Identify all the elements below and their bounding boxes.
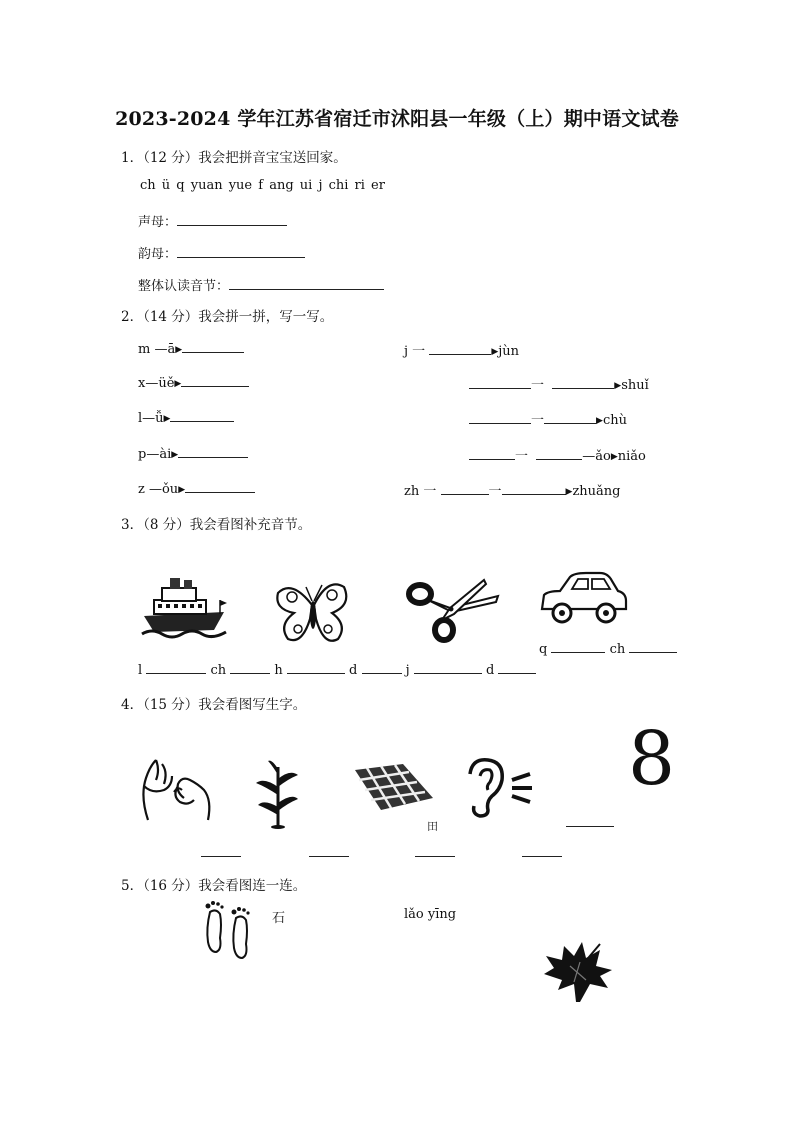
q2-right-answer: zhuǎng: [572, 484, 621, 499]
q2-right-answer: chù: [602, 413, 627, 428]
q2-left-text-2: x—üě: [138, 376, 175, 391]
q3-label: h: [274, 663, 283, 678]
q3-car-label: q: [539, 642, 548, 657]
arrow-icon: ▶: [178, 485, 186, 495]
q3-label: d: [485, 663, 495, 678]
q2-right-text: 一: [531, 378, 545, 393]
q5-heading: 5．（16 分）我会看图连一连。: [121, 878, 307, 894]
q2-right-row-4: [469, 445, 646, 464]
q4-blank-4[interactable]: [522, 842, 562, 861]
q2-left-text-4: p—ài: [138, 447, 172, 462]
q2-left-text-1: m —ā: [138, 342, 176, 357]
q3-label: l: [138, 663, 143, 678]
number-eight: 8: [628, 716, 676, 802]
q4-blank-5[interactable]: [566, 812, 614, 831]
q2-left-row-5: [138, 480, 255, 497]
q2-right-blank[interactable]: [502, 482, 566, 495]
q2-right-answer: shuǐ: [621, 378, 649, 393]
q2-left-row-1: [138, 340, 244, 357]
arrow-icon: ▶: [596, 416, 603, 426]
q2-left-blank-4[interactable]: [178, 445, 248, 458]
q2-right-row-1: [404, 340, 519, 359]
q2-right-blank[interactable]: [429, 342, 491, 355]
q2-right-blank[interactable]: [536, 447, 582, 460]
q2-left-text-5: z —ǒu: [138, 482, 179, 497]
leaf-icon: [540, 940, 616, 1004]
ear-icon: [460, 756, 538, 818]
q3-answer-row: [138, 661, 536, 678]
arrow-icon: ▶: [174, 379, 182, 389]
q1-zhengti-blank[interactable]: [229, 277, 384, 290]
q2-left-text-3: l—ǚ: [138, 411, 164, 426]
q1-shengmu-blank[interactable]: [177, 213, 287, 226]
ship-icon: [140, 574, 228, 642]
q3-label: ch: [210, 663, 227, 678]
q4-blank-3[interactable]: [415, 842, 455, 861]
q2-right-row-2: [469, 374, 649, 393]
q2-right-text: zh 一: [404, 484, 437, 499]
q1-yunmu-label: 韵母：: [138, 247, 178, 262]
q3-blank[interactable]: [362, 661, 402, 674]
q3-heading: 3．（8 分）我会看图补充音节。: [121, 517, 312, 533]
q3-label: j: [405, 663, 410, 678]
q2-right-text: 一: [515, 449, 529, 464]
q5-pinyin: lǎo yīng: [404, 907, 457, 922]
q2-right-blank[interactable]: [441, 482, 489, 495]
q2-heading: 2．（14 分）我会拼一拼，写一写。: [121, 309, 334, 325]
q3-label: d: [349, 663, 358, 678]
q2-right-text: j 一: [404, 344, 426, 359]
q2-right-answer: jùn: [498, 344, 520, 359]
q2-left-blank-2[interactable]: [181, 374, 249, 387]
arrow-icon: ▶: [171, 450, 179, 460]
q1-yunmu-blank[interactable]: [177, 245, 305, 258]
q5-char: 石: [272, 911, 286, 926]
arrow-icon: ▶: [163, 414, 171, 424]
q2-left-blank-5[interactable]: [185, 480, 255, 493]
q1-heading: 1．（12 分）我会把拼音宝宝送回家。: [121, 150, 347, 166]
hands-icon: [138, 756, 214, 822]
q2-right-blank[interactable]: [469, 447, 515, 460]
q3-blank[interactable]: [551, 640, 605, 653]
q3-blank[interactable]: [146, 661, 206, 674]
field-char: 田: [427, 820, 438, 833]
plant-icon: [252, 757, 302, 829]
q3-car-row: [539, 640, 677, 657]
q1-shengmu-row: [138, 211, 287, 230]
q2-right-row-3: [469, 409, 627, 428]
q1-zhengti-row: [138, 275, 384, 294]
q2-right-blank[interactable]: [552, 376, 614, 389]
arrow-icon: ▶: [491, 347, 499, 357]
q2-left-row-3: [138, 409, 234, 426]
q2-right-row-5: [404, 480, 620, 499]
arrow-icon: ▶: [565, 487, 573, 497]
q2-right-text: —ǎo: [582, 449, 611, 464]
q2-right-blank[interactable]: [544, 411, 596, 424]
arrow-icon: ▶: [175, 345, 183, 355]
scissors-icon: [406, 576, 500, 644]
q2-right-blank[interactable]: [469, 376, 531, 389]
q1-pinyin-list: ch ü q yuan yue f ang ui j chi ri er: [140, 178, 385, 193]
q4-heading: 4．（15 分）我会看图写生字。: [121, 697, 307, 713]
car-icon: [538, 571, 630, 627]
q2-right-text: 一: [531, 413, 545, 428]
q4-blank-2[interactable]: [309, 842, 349, 861]
q2-right-text: 一: [488, 484, 502, 499]
q3-blank[interactable]: [414, 661, 482, 674]
page-title: 2023-2024 学年江苏省宿迁市沭阳县一年级（上）期中语文试卷: [115, 108, 679, 130]
feet-icon: [200, 898, 256, 960]
butterfly-icon: [272, 575, 352, 647]
arrow-icon: ▶: [614, 381, 622, 391]
field-icon: [353, 762, 435, 824]
q4-blank-1[interactable]: [201, 842, 241, 861]
q2-left-blank-1[interactable]: [182, 340, 244, 353]
q2-right-blank[interactable]: [469, 411, 531, 424]
q3-blank[interactable]: [230, 661, 270, 674]
q3-car-label: ch: [609, 642, 626, 657]
q1-shengmu-label: 声母：: [138, 215, 178, 230]
q2-left-blank-3[interactable]: [170, 409, 234, 422]
q2-right-answer: niǎo: [617, 449, 646, 464]
q1-zhengti-label: 整体认读音节：: [138, 279, 230, 294]
q3-blank[interactable]: [287, 661, 345, 674]
q2-left-row-2: [138, 374, 249, 391]
q1-yunmu-row: [138, 243, 305, 262]
q3-blank[interactable]: [629, 640, 677, 653]
q3-blank[interactable]: [498, 661, 536, 674]
arrow-icon: ▶: [610, 452, 618, 462]
q2-left-row-4: [138, 445, 248, 462]
